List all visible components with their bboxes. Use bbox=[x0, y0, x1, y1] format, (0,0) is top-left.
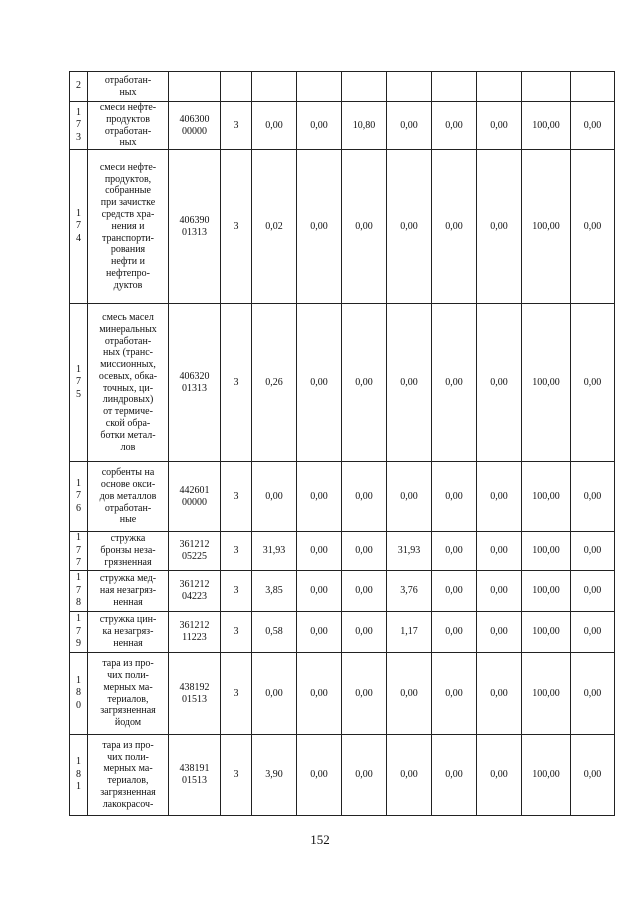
row-number-cell-line: 7 bbox=[76, 376, 81, 388]
value-cell: 3,76 bbox=[387, 571, 432, 612]
row-number-cell-line: 0 bbox=[76, 699, 81, 711]
value-cell: 0,00 bbox=[432, 102, 477, 150]
value-cell: 0,00 bbox=[387, 102, 432, 150]
waste-name-cell-line: точных, ци- bbox=[102, 382, 154, 394]
value-cell: 0,26 bbox=[252, 304, 297, 462]
waste-name-cell-line: тара из про- bbox=[102, 739, 154, 751]
value-cell: 0,00 bbox=[297, 653, 342, 735]
value-cell: 0,00 bbox=[342, 532, 387, 571]
waste-name-cell-line: сорбенты на bbox=[101, 467, 155, 479]
value-cell: 0,00 bbox=[342, 653, 387, 735]
fkko-code-cell-line: 438192 bbox=[179, 681, 210, 693]
hazard-class-cell: 3 bbox=[221, 532, 252, 571]
value-cell: 0,00 bbox=[477, 571, 522, 612]
hazard-class-cell: 3 bbox=[221, 304, 252, 462]
value-cell: 0,00 bbox=[477, 304, 522, 462]
fkko-code-cell bbox=[169, 462, 221, 532]
fkko-code-cell bbox=[169, 735, 221, 816]
value-cell: 0,00 bbox=[571, 462, 615, 532]
fkko-code-cell-line: 361212 bbox=[179, 539, 210, 551]
fkko-code-cell-line: 406390 bbox=[179, 214, 210, 226]
waste-name-cell-line: ных bbox=[119, 86, 137, 98]
waste-name-cell-line: ных (транс- bbox=[103, 347, 153, 359]
waste-table bbox=[69, 71, 615, 816]
waste-name-cell-line: мерных ма- bbox=[103, 763, 153, 775]
row-number-cell bbox=[70, 72, 88, 102]
waste-name-cell-line: чих поли- bbox=[107, 670, 149, 682]
waste-name-cell bbox=[88, 653, 169, 735]
fkko-code-cell bbox=[169, 72, 221, 102]
waste-name-cell-line: продуктов, bbox=[104, 173, 152, 185]
fkko-code-cell-line: 442601 bbox=[179, 484, 210, 496]
fkko-code-cell bbox=[169, 612, 221, 653]
row-number-cell-line: 5 bbox=[76, 388, 81, 400]
value-cell: 100,00 bbox=[522, 653, 571, 735]
table-row bbox=[70, 532, 615, 571]
waste-name-cell-line: отработан- bbox=[104, 335, 152, 347]
table-row bbox=[70, 72, 615, 102]
row-number-cell bbox=[70, 532, 88, 571]
waste-name-cell-line: лакокрасоч- bbox=[102, 798, 154, 810]
value-cell: 0,00 bbox=[432, 304, 477, 462]
waste-name-cell-line: нефтепро- bbox=[106, 267, 150, 279]
fkko-code-cell bbox=[169, 532, 221, 571]
fkko-code-cell-line: 05225 bbox=[182, 551, 207, 563]
row-number-cell-line: 7 bbox=[76, 544, 81, 556]
waste-name-cell-line: минеральных bbox=[99, 323, 157, 335]
value-cell: 0,00 bbox=[342, 735, 387, 816]
value-cell: 0,00 bbox=[387, 150, 432, 304]
value-cell: 0,00 bbox=[477, 532, 522, 571]
row-number-cell-line: 1 bbox=[76, 572, 81, 584]
row-number-cell bbox=[70, 612, 88, 653]
waste-name-cell-line: загрязненная bbox=[100, 705, 156, 717]
value-cell: 0,00 bbox=[342, 304, 387, 462]
waste-name-cell bbox=[88, 571, 169, 612]
waste-name-cell-line: транспорти- bbox=[102, 232, 154, 244]
waste-name-cell bbox=[88, 304, 169, 462]
hazard-class-cell: 3 bbox=[221, 653, 252, 735]
waste-name-cell bbox=[88, 102, 169, 150]
value-cell: 0,00 bbox=[432, 653, 477, 735]
waste-name-cell-line: ка незагряз- bbox=[102, 626, 154, 638]
value-cell: 0,00 bbox=[432, 532, 477, 571]
value-cell: 0,00 bbox=[297, 304, 342, 462]
value-cell: 0,00 bbox=[432, 150, 477, 304]
waste-name-cell-line: при зачистке bbox=[100, 197, 156, 209]
value-cell: 3,90 bbox=[252, 735, 297, 816]
waste-name-cell-line: миссионных, bbox=[100, 359, 156, 371]
table-row bbox=[70, 102, 615, 150]
fkko-code-cell-line: 00000 bbox=[182, 496, 207, 508]
row-number-cell-line: 4 bbox=[76, 232, 81, 244]
waste-name-cell-line: лов bbox=[120, 441, 136, 453]
row-number-cell-line: 3 bbox=[76, 131, 81, 143]
waste-name-cell-line: йодом bbox=[114, 717, 142, 729]
waste-name-cell-line: ная незагряз- bbox=[99, 585, 157, 597]
waste-name-cell-line: мерных ма- bbox=[103, 681, 153, 693]
row-number-cell bbox=[70, 102, 88, 150]
waste-name-cell-line: загрязненная bbox=[100, 786, 156, 798]
waste-name-cell bbox=[88, 150, 169, 304]
row-number-cell-line: 7 bbox=[76, 625, 81, 637]
value-cell: 0,00 bbox=[252, 462, 297, 532]
value-cell: 0,00 bbox=[387, 462, 432, 532]
page-number: 152 bbox=[310, 832, 330, 847]
table-row bbox=[70, 612, 615, 653]
value-cell: 100,00 bbox=[522, 571, 571, 612]
row-number-cell bbox=[70, 571, 88, 612]
row-number-cell-line: 1 bbox=[76, 363, 81, 375]
waste-name-cell bbox=[88, 532, 169, 571]
waste-name-cell-line: ботки метал- bbox=[100, 429, 156, 441]
fkko-code-cell-line: 00000 bbox=[182, 125, 207, 137]
value-cell: 0,00 bbox=[297, 150, 342, 304]
row-number-cell-line: 2 bbox=[76, 80, 81, 92]
fkko-code-cell-line: 361212 bbox=[179, 620, 210, 632]
value-cell: 0,00 bbox=[342, 571, 387, 612]
fkko-code-cell-line: 406300 bbox=[179, 113, 210, 125]
value-cell: 1,17 bbox=[387, 612, 432, 653]
value-cell: 0,00 bbox=[342, 612, 387, 653]
waste-name-cell-line: бронзы неза- bbox=[100, 545, 156, 557]
value-cell: 31,93 bbox=[252, 532, 297, 571]
value-cell bbox=[522, 72, 571, 102]
value-cell: 0,00 bbox=[432, 462, 477, 532]
value-cell: 0,00 bbox=[477, 735, 522, 816]
waste-name-cell-line: отработан- bbox=[104, 502, 152, 514]
row-number-cell bbox=[70, 462, 88, 532]
waste-name-cell-line: стружка мед- bbox=[99, 573, 157, 585]
fkko-code-cell bbox=[169, 653, 221, 735]
row-number-cell-line: 7 bbox=[76, 119, 81, 131]
table-row bbox=[70, 150, 615, 304]
value-cell: 0,00 bbox=[297, 571, 342, 612]
value-cell: 0,00 bbox=[342, 462, 387, 532]
value-cell bbox=[477, 72, 522, 102]
waste-name-cell-line: средств хра- bbox=[101, 208, 155, 220]
waste-name-cell bbox=[88, 612, 169, 653]
value-cell: 10,80 bbox=[342, 102, 387, 150]
value-cell: 0,00 bbox=[477, 653, 522, 735]
value-cell: 0,00 bbox=[477, 150, 522, 304]
hazard-class-cell: 3 bbox=[221, 571, 252, 612]
waste-name-cell-line: смеси нефте- bbox=[99, 161, 157, 173]
value-cell: 0,00 bbox=[297, 612, 342, 653]
fkko-code-cell-line: 04223 bbox=[182, 591, 207, 603]
value-cell bbox=[432, 72, 477, 102]
value-cell: 0,00 bbox=[571, 735, 615, 816]
waste-name-cell-line: собранные bbox=[105, 185, 151, 197]
value-cell: 0,00 bbox=[252, 653, 297, 735]
waste-name-cell bbox=[88, 462, 169, 532]
row-number-cell bbox=[70, 304, 88, 462]
value-cell: 0,00 bbox=[297, 102, 342, 150]
hazard-class-cell bbox=[221, 72, 252, 102]
value-cell: 100,00 bbox=[522, 612, 571, 653]
waste-name-cell-line: грязненная bbox=[104, 557, 152, 569]
hazard-class-cell: 3 bbox=[221, 462, 252, 532]
value-cell bbox=[252, 72, 297, 102]
fkko-code-cell-line: 01313 bbox=[182, 382, 207, 394]
row-number-cell-line: 1 bbox=[76, 781, 81, 793]
fkko-code-cell-line: 01313 bbox=[182, 226, 207, 238]
waste-name-cell-line: териалов, bbox=[107, 693, 149, 705]
row-number-cell-line: 1 bbox=[76, 756, 81, 768]
waste-name-cell-line: осевых, обка- bbox=[98, 370, 158, 382]
row-number-cell bbox=[70, 735, 88, 816]
row-number-cell-line: 1 bbox=[76, 674, 81, 686]
row-number-cell bbox=[70, 653, 88, 735]
waste-name-cell-line: ской обра- bbox=[105, 418, 151, 430]
row-number-cell-line: 9 bbox=[76, 638, 81, 650]
waste-name-cell-line: отработан- bbox=[104, 74, 152, 86]
row-number-cell-line: 1 bbox=[76, 532, 81, 544]
hazard-class-cell: 3 bbox=[221, 612, 252, 653]
waste-name-cell-line: ненная bbox=[113, 597, 143, 609]
hazard-class-cell: 3 bbox=[221, 102, 252, 150]
value-cell: 100,00 bbox=[522, 462, 571, 532]
value-cell: 0,00 bbox=[297, 532, 342, 571]
value-cell: 31,93 bbox=[387, 532, 432, 571]
value-cell: 100,00 bbox=[522, 532, 571, 571]
value-cell bbox=[297, 72, 342, 102]
hazard-class-cell: 3 bbox=[221, 150, 252, 304]
waste-name-cell-line: чих поли- bbox=[107, 751, 149, 763]
value-cell bbox=[387, 72, 432, 102]
fkko-code-cell bbox=[169, 102, 221, 150]
fkko-code-cell-line: 361212 bbox=[179, 579, 210, 591]
value-cell: 0,00 bbox=[571, 150, 615, 304]
waste-name-cell-line: нения и bbox=[111, 220, 145, 232]
row-number-cell-line: 1 bbox=[76, 207, 81, 219]
value-cell: 0,00 bbox=[477, 462, 522, 532]
value-cell: 0,00 bbox=[387, 653, 432, 735]
fkko-code-cell bbox=[169, 304, 221, 462]
fkko-code-cell-line: 01513 bbox=[182, 693, 207, 705]
waste-name-cell-line: смеси нефте- bbox=[99, 102, 157, 113]
fkko-code-cell-line: 438191 bbox=[179, 763, 210, 775]
row-number-cell-line: 7 bbox=[76, 584, 81, 596]
waste-name-cell-line: дов металлов bbox=[99, 490, 157, 502]
table-row bbox=[70, 304, 615, 462]
value-cell: 0,00 bbox=[297, 462, 342, 532]
value-cell: 0,00 bbox=[571, 532, 615, 571]
hazard-class-cell: 3 bbox=[221, 735, 252, 816]
waste-name-cell-line: териалов, bbox=[107, 775, 149, 787]
row-number-cell-line: 7 bbox=[76, 557, 81, 569]
table-row bbox=[70, 735, 615, 816]
value-cell: 100,00 bbox=[522, 150, 571, 304]
waste-name-cell bbox=[88, 72, 169, 102]
value-cell: 0,00 bbox=[571, 102, 615, 150]
value-cell: 0,00 bbox=[571, 571, 615, 612]
row-number-cell bbox=[70, 150, 88, 304]
row-number-cell-line: 1 bbox=[76, 477, 81, 489]
value-cell: 0,00 bbox=[477, 612, 522, 653]
value-cell: 0,00 bbox=[432, 612, 477, 653]
waste-name-cell-line: основе окси- bbox=[100, 478, 156, 490]
waste-name-cell-line: продуктов bbox=[106, 113, 150, 125]
value-cell: 100,00 bbox=[522, 304, 571, 462]
row-number-cell-line: 7 bbox=[76, 490, 81, 502]
value-cell: 0,00 bbox=[432, 735, 477, 816]
value-cell: 0,00 bbox=[571, 304, 615, 462]
fkko-code-cell-line: 11223 bbox=[182, 632, 207, 644]
value-cell: 0,00 bbox=[297, 735, 342, 816]
value-cell: 0,00 bbox=[432, 571, 477, 612]
waste-name-cell-line: ные bbox=[119, 514, 137, 526]
fkko-code-cell bbox=[169, 571, 221, 612]
value-cell: 0,00 bbox=[571, 653, 615, 735]
waste-name-cell-line: стружка цин- bbox=[99, 614, 157, 626]
waste-name-cell-line: нефти и bbox=[111, 256, 145, 268]
value-cell: 0,00 bbox=[252, 102, 297, 150]
table-row bbox=[70, 653, 615, 735]
row-number-cell-line: 1 bbox=[76, 613, 81, 625]
waste-name-cell-line: от термиче- bbox=[103, 406, 153, 418]
table-row bbox=[70, 571, 615, 612]
value-cell: 0,00 bbox=[387, 735, 432, 816]
row-number-cell-line: 8 bbox=[76, 768, 81, 780]
row-number-cell-line: 8 bbox=[76, 687, 81, 699]
value-cell: 0,02 bbox=[252, 150, 297, 304]
value-cell: 0,00 bbox=[477, 102, 522, 150]
waste-name-cell-line: тара из про- bbox=[102, 658, 154, 670]
value-cell bbox=[571, 72, 615, 102]
value-cell: 100,00 bbox=[522, 102, 571, 150]
value-cell: 0,00 bbox=[387, 304, 432, 462]
value-cell: 0,58 bbox=[252, 612, 297, 653]
value-cell bbox=[342, 72, 387, 102]
fkko-code-cell-line: 01513 bbox=[182, 775, 207, 787]
waste-name-cell-line: рования bbox=[110, 244, 146, 256]
table-body bbox=[70, 72, 615, 816]
table-row bbox=[70, 462, 615, 532]
value-cell: 100,00 bbox=[522, 735, 571, 816]
waste-name-cell-line: смесь масел bbox=[102, 311, 154, 323]
waste-name-cell-line: ненная bbox=[113, 638, 143, 650]
value-cell: 3,85 bbox=[252, 571, 297, 612]
waste-name-cell-line: отработан- bbox=[104, 125, 152, 137]
waste-name-cell-line: ных bbox=[119, 137, 137, 149]
waste-name-cell-line: дуктов bbox=[113, 279, 143, 291]
waste-name-cell-line: линдровых) bbox=[102, 394, 154, 406]
value-cell: 0,00 bbox=[342, 150, 387, 304]
row-number-cell-line: 6 bbox=[76, 502, 81, 514]
row-number-cell-line: 8 bbox=[76, 597, 81, 609]
row-number-cell-line: 1 bbox=[76, 106, 81, 118]
waste-name-cell bbox=[88, 735, 169, 816]
row-number-cell-line: 7 bbox=[76, 220, 81, 232]
waste-name-cell-line: стружка bbox=[110, 533, 146, 545]
value-cell: 0,00 bbox=[571, 612, 615, 653]
fkko-code-cell bbox=[169, 150, 221, 304]
fkko-code-cell-line: 406320 bbox=[179, 370, 210, 382]
